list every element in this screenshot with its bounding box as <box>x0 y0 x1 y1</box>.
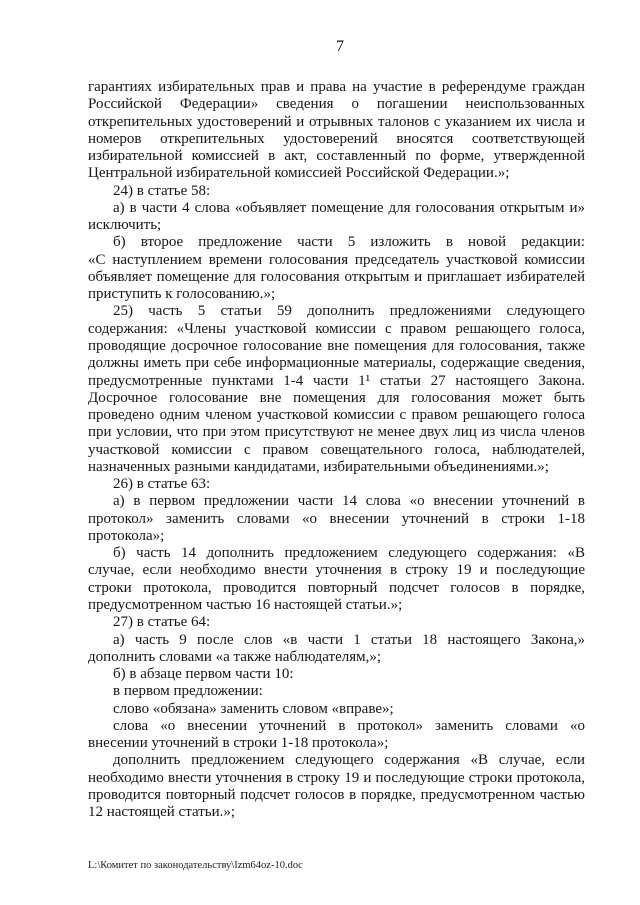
paragraph-subitem <box>88 683 585 700</box>
text-line: Российской Федерации» сведения о погашении неиспользованных <box>88 96 585 113</box>
text-line: 27) в статье 64: <box>113 614 211 631</box>
text-line: предусмотренные пунктами 1-4 части 1¹ статьи 27 настоящего Закона. <box>88 372 585 389</box>
page-number: 7 <box>336 38 344 55</box>
paragraph-item-24 <box>88 183 585 200</box>
text-line: при условии, что при этом присутствуют не менее двух лиц из числа членов <box>88 424 585 441</box>
text-line: исключить; <box>88 217 162 234</box>
text-line: в первом предложении: <box>113 683 263 700</box>
text-line: необходимо внести уточнения в строку 19 и последующие строки протокола, <box>88 769 585 786</box>
text-line: 26) в статье 63: <box>113 476 211 493</box>
text-line: содержания: «Члены участковой комиссии с правом решающего голоса, <box>88 320 585 337</box>
text-line: дополнить словами «а также наблюдателям,»; <box>88 648 382 665</box>
paragraph-subitem <box>88 493 585 545</box>
text-line: строки протокола, проводится повторный подсчет голосов в порядке, <box>88 579 585 596</box>
paragraph-subitem <box>88 200 585 235</box>
text-line: 25) часть 5 статьи 59 дополнить предложениями следующего <box>113 303 585 320</box>
text-line: «С наступлением времени голосования председатель участковой комиссии <box>88 251 585 268</box>
paragraph-subitem <box>88 701 585 718</box>
paragraph-subitem <box>88 545 585 614</box>
text-line: протокола»; <box>88 527 165 544</box>
text-line: случае, если необходимо внести уточнения в строку 19 и последующие <box>88 562 585 579</box>
text-line: предусмотренном частью 16 настоящей статьи.»; <box>88 596 403 613</box>
text-line: а) в части 4 слова «объявляет помещение для голосования открытым и» <box>113 199 585 216</box>
text-line: проводящие досрочное голосование вне помещения для голосования, также <box>88 337 585 354</box>
paragraph-item-26 <box>88 476 585 493</box>
paragraph-subitem <box>88 234 585 303</box>
paragraph-subitem <box>88 632 585 667</box>
text-line: номеров открепительных удостоверений вносятся соответствующей <box>88 130 585 147</box>
paragraph-subitem <box>88 752 585 821</box>
text-line: дополнить предложением следующего содержания «В случае, если <box>113 752 585 769</box>
text-line: Досрочное голосование вне помещения для голосования может быть <box>88 389 585 406</box>
text-line: участковой комиссии с правом совещательного голоса, наблюдателей, <box>88 441 585 458</box>
text-line: 12 настоящей статьи.»; <box>88 804 236 821</box>
text-line: избирательной комиссией в акт, составленный по форме, утвержденной <box>88 148 585 165</box>
paragraph-continued <box>88 79 585 183</box>
text-line: б) часть 14 дополнить предложением следующего содержания: «В <box>113 545 585 562</box>
paragraph-subitem <box>88 718 585 753</box>
text-line: должны иметь при себе информационные материалы, содержащие сведения, <box>88 355 585 372</box>
text-line: назначенных разными кандидатами, избирательными объединениями.»; <box>88 458 549 475</box>
text-line: слово «обязана» заменить словом «вправе»; <box>113 700 394 717</box>
footer-file-path: L:\Комитет по законодательству\Izm64oz-10.doc <box>88 860 303 871</box>
text-line: протокол» заменить словами «о внесении уточнений в строки 1-18 <box>88 510 585 527</box>
text-line: внесении уточнений в строки 1-18 протокола»; <box>88 735 389 752</box>
text-line: а) часть 9 после слов «в части 1 статьи 18 настоящего Закона,» <box>113 631 585 648</box>
text-line: Центральной избирательной комиссией Российской Федерации.»; <box>88 165 510 182</box>
text-line: проведено одним членом участковой комиссии с правом решающего голоса <box>88 407 585 424</box>
paragraph-item-27 <box>88 614 585 631</box>
text-line: а) в первом предложении части 14 слова «о внесении уточнений в <box>113 493 585 510</box>
text-line: приступить к голосованию.»; <box>88 286 276 303</box>
text-line: объявляет помещение для голосования открытым и приглашает избирателей <box>88 268 585 285</box>
text-line: гарантиях избирательных прав и права на участие в референдуме граждан <box>88 79 585 95</box>
paragraph-item-25 <box>88 303 585 476</box>
text-line: б) второе предложение части 5 изложить в новой редакции: <box>113 234 585 251</box>
text-line: проводится повторный подсчет голосов в порядке, предусмотренном частью <box>88 786 585 803</box>
text-line: открепительных удостоверений и отрывных талонов с указанием их числа и <box>88 113 585 130</box>
paragraph-subitem <box>88 666 585 683</box>
document-body <box>88 79 585 821</box>
text-line: б) в абзаце первом части 10: <box>113 666 294 683</box>
text-line: 24) в статье 58: <box>113 182 211 199</box>
text-line: слова «о внесении уточнений в протокол» заменить словами «о <box>113 717 585 734</box>
